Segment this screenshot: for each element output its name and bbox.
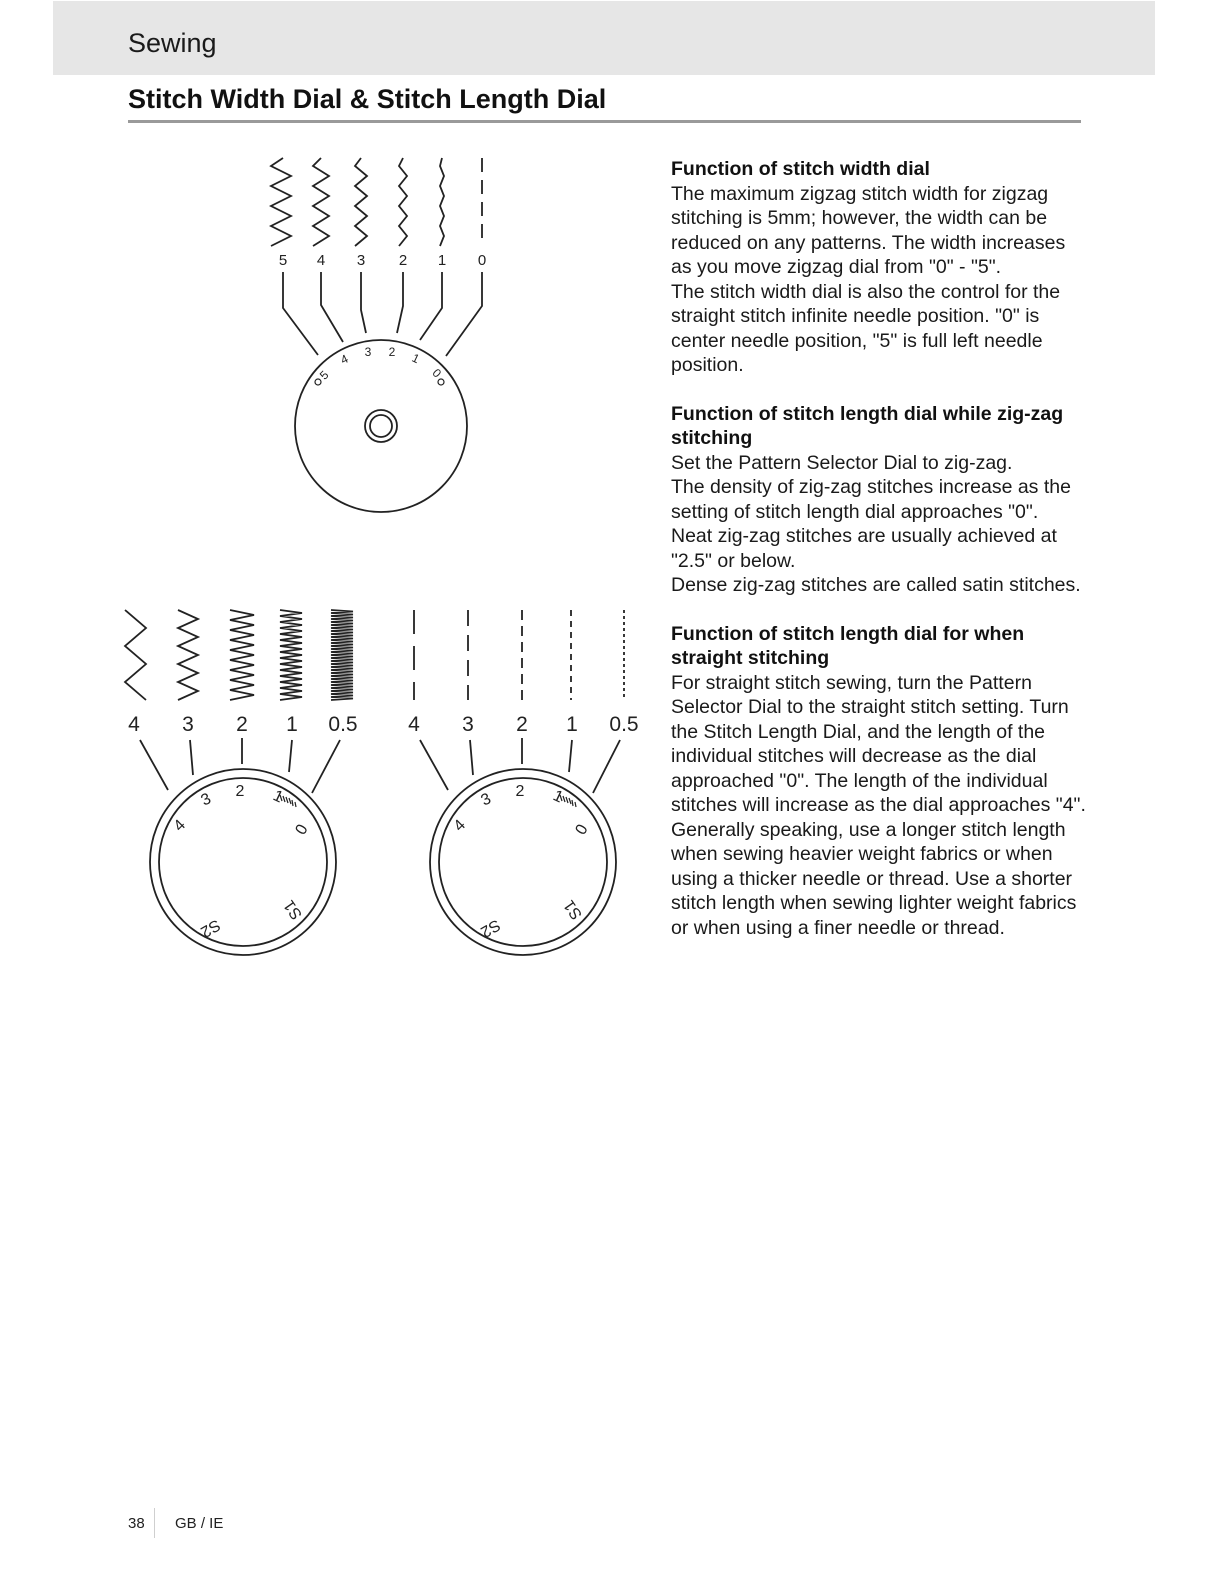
zigzag-length-dial-label: S1 xyxy=(280,896,306,923)
page-number: 38 xyxy=(128,1515,145,1532)
section-heading: Function of stitch width dial xyxy=(671,158,930,180)
zigzag-length-dial-label: 4 xyxy=(170,816,189,835)
straight-length-dial-label: 1 xyxy=(550,787,566,807)
width-dial-label: 4 xyxy=(338,351,351,368)
zigzag-length-dial-label: 3 xyxy=(198,790,214,810)
width-scale-label: 2 xyxy=(398,252,408,269)
width-scale-label: 1 xyxy=(437,252,447,269)
zigzag-density-sample-3 xyxy=(178,610,198,700)
zigzag-density-sample-05 xyxy=(331,610,353,700)
straight-length-dial-label: 2 xyxy=(515,783,525,800)
straight-length-scale-labels xyxy=(408,713,638,736)
zigzag-density-sample-4 xyxy=(125,610,146,700)
straight-length-dial-label: 0 xyxy=(572,821,592,838)
straight-length-dial-label: S1 xyxy=(560,896,586,923)
section-paragraph: The stitch width dial is also the control for the straight stitch infinite needle position. "0" is center needle position, "5" is full left needle position. xyxy=(671,280,1061,376)
straight-length-scale-label: 0.5 xyxy=(609,713,639,736)
width-dial-label: 2 xyxy=(388,345,396,359)
width-scale-label: 5 xyxy=(278,252,288,269)
section-paragraph: For straight stitch sewing, turn the Pattern Selector Dial to the straight stitch setting. Turn the Stitch Length Dial, and the length of the individual stitches will decrease as the dial approached "0". The length of the individual stitches will increase as the dial approaches "4". Generally speaking, use a longer stitch length when sewing heavier weight fabrics or when using a thicker needle or thread. Use a shorter stitch length when sewing lighter weight fabrics or when using a finer needle or thread. xyxy=(671,671,1086,939)
width-dial-label: 0 xyxy=(429,365,445,381)
width-sample-1 xyxy=(440,158,444,246)
zigzag-density-sample-2 xyxy=(230,610,254,700)
zigzag-density-sample-1 xyxy=(280,610,302,700)
zigzag-length-dial-label: 1 xyxy=(270,787,286,807)
width-sample-2 xyxy=(399,158,407,246)
zigzag-length-section xyxy=(671,402,1091,598)
straight-length-dial-label: S2 xyxy=(477,915,503,941)
dials-illustration xyxy=(110,140,650,980)
section-heading: Function of stitch length dial for when straight stitching xyxy=(671,622,1025,669)
section-heading: Function of stitch length dial while zig-zag stitching xyxy=(671,402,1064,449)
straight-length-scale-label: 3 xyxy=(462,713,474,736)
width-sample-3 xyxy=(355,158,367,246)
section-name: Sewing xyxy=(128,28,217,58)
width-dial-label: 1 xyxy=(409,350,422,367)
zigzag-length-scale-label: 1 xyxy=(286,713,298,736)
zigzag-length-dial-label: 0 xyxy=(292,821,312,838)
section-paragraph: Neat zig-zag stitches are usually achieved at "2.5" or below. xyxy=(671,525,1057,572)
zigzag-length-dial-face-labels xyxy=(171,783,312,940)
straight-length-scale-label: 2 xyxy=(516,713,528,736)
straight-length-dial-label: 3 xyxy=(478,790,494,810)
zigzag-length-scale-label: 2 xyxy=(236,713,248,736)
footer-divider xyxy=(154,1508,155,1538)
page-title: Stitch Width Dial & Stitch Length Dial xyxy=(128,84,607,114)
section-paragraph: The density of zig-zag stitches increase as the setting of stitch length dial approaches "0". xyxy=(671,476,1071,523)
width-scale-label: 3 xyxy=(356,252,366,269)
width-dial-marker-dot xyxy=(438,379,444,385)
straight-length-dial-face-labels xyxy=(451,783,592,940)
instructions-column xyxy=(671,157,1091,964)
section-paragraph: Dense zig-zag stitches are called satin stitches. xyxy=(671,574,1081,596)
zigzag-length-scale-label: 4 xyxy=(128,713,140,736)
header-band xyxy=(53,1,1155,75)
width-scale-label: 0 xyxy=(477,252,487,269)
section-paragraph: The maximum zigzag stitch width for zigzag stitching is 5mm; however, the width can be reduced on any patterns. The width increases as you move zigzag dial from "0" - "5". xyxy=(671,182,1066,278)
straight-length-dial-label: 4 xyxy=(450,816,469,835)
zigzag-length-dial-label: S2 xyxy=(197,915,223,941)
zigzag-length-scale-labels xyxy=(128,713,357,736)
width-dial-figure xyxy=(271,158,482,512)
zigzag-length-scale-label: 3 xyxy=(182,713,194,736)
zigzag-length-dial-label: 2 xyxy=(235,783,245,800)
width-dial-scale-labels xyxy=(279,252,486,269)
width-dial-label: 3 xyxy=(364,345,372,359)
section-paragraph: Set the Pattern Selector Dial to zig-zag. xyxy=(671,451,1013,474)
title-rule xyxy=(128,120,1081,123)
width-sample-5 xyxy=(271,158,291,246)
width-scale-label: 4 xyxy=(316,252,326,269)
straight-length-scale-label: 4 xyxy=(408,713,420,736)
width-sample-4 xyxy=(313,158,329,246)
width-dial-marker-dot xyxy=(315,379,321,385)
region-label: GB / IE xyxy=(175,1515,224,1532)
width-dial-face-labels xyxy=(317,345,445,382)
straight-length-section xyxy=(671,622,1091,941)
width-dial-label: 5 xyxy=(316,367,332,383)
width-dial-section xyxy=(671,157,1091,378)
straight-length-scale-label: 1 xyxy=(566,713,578,736)
zigzag-length-scale-label: 0.5 xyxy=(328,713,358,736)
